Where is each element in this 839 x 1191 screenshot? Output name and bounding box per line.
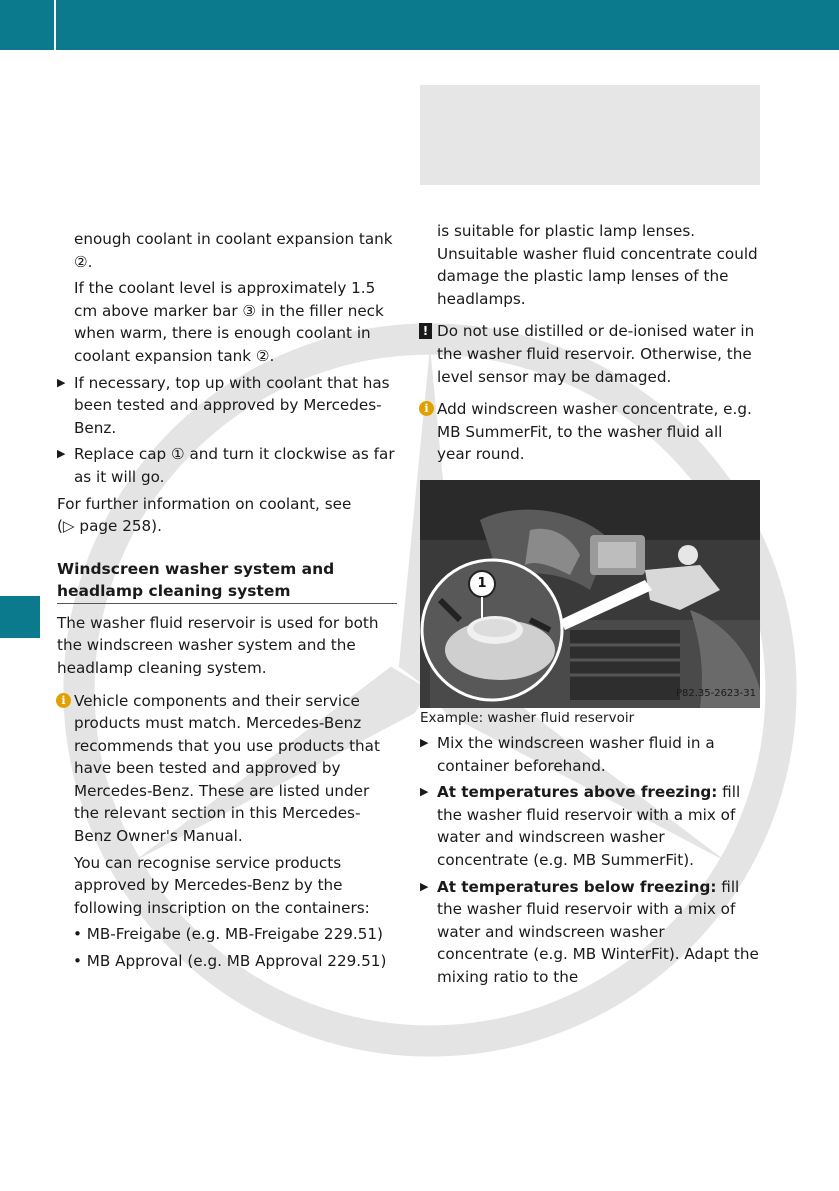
step-above-freezing <box>420 781 760 871</box>
lamp-lens-text: is suitable for plastic lamp lenses. Unsuitable washer fluid concentrate could damage the plastic lamp lenses of the headlamps. <box>437 222 758 308</box>
callout-number: 1 <box>477 575 487 591</box>
step-below-freezing-label: At temperatures below freezing: <box>437 877 717 896</box>
warning-note-text: Do not use distilled or de-ionised water in the washer fluid reservoir. Otherwise, the level sensor may be damaged. <box>437 322 755 386</box>
header-tab <box>0 0 56 50</box>
section-heading: Windscreen washer system and headlamp cleaning system <box>57 558 397 604</box>
info-note-2 <box>420 398 760 466</box>
info-icon: i <box>419 401 434 416</box>
further-info-lead: For further information on coolant, see <box>57 494 352 513</box>
header-bar <box>0 0 839 50</box>
step-mix-fluid <box>420 732 760 777</box>
engine-bay-illustration <box>420 480 760 708</box>
step-replace-cap-text: Replace cap ① and turn it clockwise as far as it will go. <box>74 445 395 486</box>
right-column <box>420 220 760 988</box>
step-below-freezing-text: fill the washer fluid reservoir with a mix of water and windscreen washer concentrate (e.g. MB WinterFit). Adapt the mixing ratio to the <box>437 877 759 986</box>
washer-reservoir-text: The washer fluid reservoir is used for both the windscreen washer system and the headlamp cleaning system. <box>57 613 379 677</box>
step-arrow-icon: ▶ <box>420 785 429 799</box>
step-above-freezing-text: fill the washer fluid reservoir with a mix of water and windscreen washer concentrate (e.g. MB SummerFit). <box>437 783 741 869</box>
step-arrow-icon: ▶ <box>57 375 66 389</box>
coolant-text-2: If the coolant level is approximately 1.5 cm above marker bar ③ in the filler neck when warm, there is enough coolant in coolant expansion tank ②. <box>74 279 384 365</box>
step-arrow-icon: ▶ <box>420 735 429 749</box>
step-top-up-text: If necessary, top up with coolant that has been tested and approved by Mercedes-Benz. <box>74 373 390 437</box>
info-note-1 <box>57 690 397 848</box>
step-above-freezing-label: At temperatures above freezing: <box>437 783 718 802</box>
info-icon: i <box>56 693 71 708</box>
photo-caption: Example: washer fluid reservoir <box>420 709 635 726</box>
photo-code: P82.35-2623-31 <box>675 688 756 700</box>
chapter-tab <box>0 596 40 638</box>
info-note-2-text: Add windscreen washer concentrate, e.g. MB SummerFit, to the washer fluid all year round. <box>437 400 752 464</box>
page-reference-link[interactable]: (▷ page 258). <box>57 517 162 536</box>
warning-note <box>420 320 760 388</box>
step-replace-cap <box>57 443 397 488</box>
bullet-item: • MB Approval (e.g. MB Approval 229.51) <box>73 952 387 971</box>
service-products-text: You can recognise service products approved by Mercedes-Benz by the following inscription on the containers: <box>74 853 370 917</box>
step-top-up <box>57 372 397 440</box>
left-column <box>57 228 397 973</box>
step-arrow-icon: ▶ <box>57 447 66 461</box>
warning-icon: ! <box>419 323 432 339</box>
step-mix-fluid-text: Mix the windscreen washer fluid in a container beforehand. <box>437 733 715 775</box>
info-note-1-text: Vehicle components and their service products must match. Mercedes-Benz recommends that you use products that have been tested and approved by Mercedes-Benz. These are listed under the relevant section in this Mercedes-Benz Owner's Manual. <box>74 691 380 846</box>
coolant-text-1: enough coolant in coolant expansion tank ②. <box>74 230 393 271</box>
step-arrow-icon: ▶ <box>420 879 429 893</box>
further-info-text <box>57 493 397 538</box>
bullet-item: • MB-Freigabe (e.g. MB-Freigabe 229.51) <box>73 925 383 944</box>
grey-panel <box>420 85 760 185</box>
washer-reservoir-photo <box>420 480 760 708</box>
step-below-freezing <box>420 876 760 989</box>
